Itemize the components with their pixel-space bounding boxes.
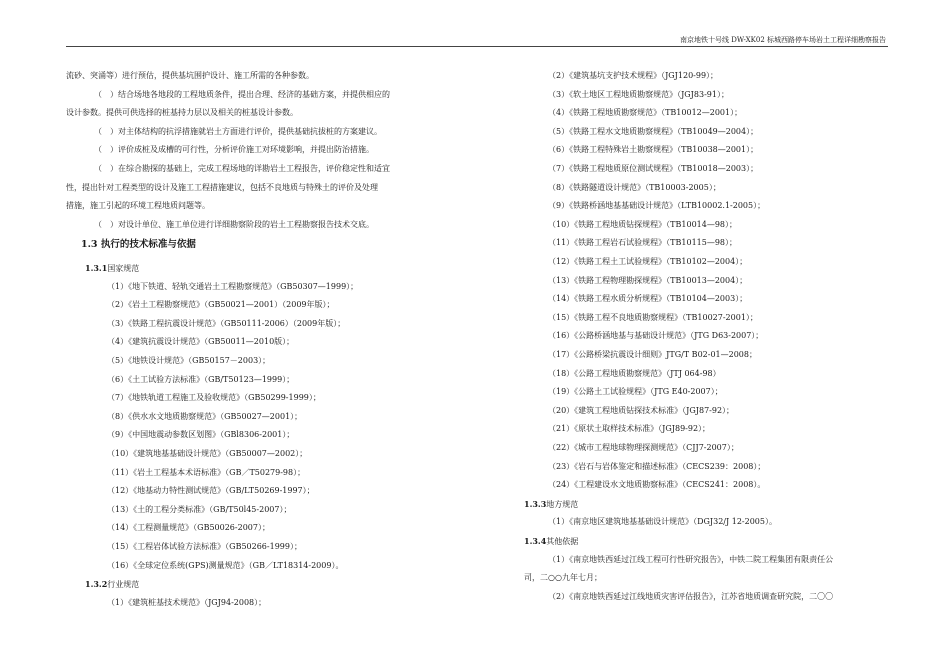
reference-item: （2）《南京地铁西延过江线地质灾害评估报告》，江苏省地质调查研究院，二〇〇 xyxy=(548,591,834,601)
reference-item: （8）《铁路隧道设计规范》（TB10003-2005）； xyxy=(548,182,721,192)
section-heading: 1.3 执行的技术标准与依据 xyxy=(81,239,196,250)
reference-item: （18）《公路工程地质勘察规范》（JTJ 064-98） xyxy=(548,368,721,378)
reference-item: （12）《铁路工程土工试验规程》（TB10102—2004）； xyxy=(548,257,748,266)
body-paragraph-line: （ ）评价成桩及成槽的可行性，分析评价施工对环境影响，并提出防治措施。 xyxy=(94,145,374,155)
reference-item: （12）《地基动力特性测试规范》（GB/LT50269-1997）； xyxy=(107,486,315,496)
reference-item: （6）《铁路工程特殊岩土勘察规程》（TB10038—2001）； xyxy=(548,145,759,155)
subsection-heading-number: 1.3.2 xyxy=(85,579,108,590)
subsection-heading xyxy=(524,499,578,510)
body-paragraph-line: （ ）对设计单位、施工单位进行详细勘察阶段的岩土工程勘察报告技术交底。 xyxy=(94,219,374,229)
body-paragraph-line: （ ）结合场地各地段的工程地质条件，提出合理、经济的基础方案，并提供相应的 xyxy=(94,89,390,99)
reference-item: （1）《地下铁道、轻轨交通岩土工程勘察规范》（GB50307—1999）； xyxy=(107,281,359,291)
subsection-heading-title: 其他依据 xyxy=(546,537,579,546)
reference-item: （21）《原状土取样技术标准》（JGJ89-92）； xyxy=(548,424,711,434)
header-rule xyxy=(66,46,888,47)
reference-item: （22）《城市工程地球物理探测规范》（CJJ7-2007）； xyxy=(548,443,739,452)
body-paragraph-line: （ ）在综合勘探的基础上，完成工程场地的详勘岩土工程报告，评价稳定性和适宜 xyxy=(94,164,390,173)
body-paragraph-line: （ ）对主体结构的抗浮措施就岩土方面进行评价，提供基础抗拔桩的方案建议。 xyxy=(94,126,382,136)
reference-item: （14）《工程测量规范》（GB50026-2007）； xyxy=(107,523,270,533)
reference-item: （15）《工程岩体试验方法标准》（GB50266-1999）； xyxy=(107,542,302,551)
reference-item: （10）《建筑地基基础设计规范》（GB50007—2002）； xyxy=(107,449,308,458)
reference-item: （9）《中国地震动参数区划图》（GBl8306-2001）； xyxy=(107,430,295,440)
reference-item: （17）《公路桥梁抗震设计细则》JTG/T B02-01—2008； xyxy=(548,350,757,359)
reference-item: （14）《铁路工程水质分析规程》（TB10104—2003）； xyxy=(548,294,748,304)
reference-item: （23）《岩石与岩体鉴定和描述标准》（CECS239：2008）； xyxy=(548,461,766,471)
subsection-heading-title: 国家规范 xyxy=(107,264,140,273)
subsection-heading-number: 1.3.1 xyxy=(85,263,108,273)
reference-item: （11）《岩土工程基本术语标准》（GB／T50279-98）； xyxy=(107,467,306,477)
subsection-heading xyxy=(524,536,578,547)
reference-item: （16）《公路桥涵地基与基础设计规范》（JTG D63-2007）； xyxy=(548,331,764,341)
reference-item: （13）《土的工程分类标准》（GB/T50l45-2007）； xyxy=(107,504,292,514)
reference-item: （13）《铁路工程物理勘探规程》（TB10013—2004）； xyxy=(548,275,748,285)
reference-item: （1）《南京地区建筑地基基础设计规范》（DGJ32/J 12-2005）。 xyxy=(548,517,777,527)
body-paragraph-line: 设计参数。提供可供选择的桩基持力层以及相关的桩基设计参数。 xyxy=(66,108,298,118)
body-paragraph-line: 措施，施工引起的环境工程地质问题等。 xyxy=(66,201,210,211)
reference-item: 司，二○○九年七月； xyxy=(524,573,602,583)
reference-item: （11）《铁路工程岩石试验规程》（TB10115—98）； xyxy=(548,238,738,248)
reference-item: （15）《铁路工程不良地质勘察规程》（TB10027-2001）； xyxy=(548,312,758,322)
reference-item: （7）《地铁轨道工程施工及验收规范》（GB50299-1999）； xyxy=(107,393,321,403)
reference-item: （1）《建筑桩基技术规范》（JGJ94-2008）； xyxy=(107,597,267,607)
reference-item: （6）《土工试验方法标准》（GB/T50123—1999）； xyxy=(107,374,295,384)
reference-item: （5）《地铁设计规范》（GB50157－2003）； xyxy=(107,356,271,365)
reference-item: （16）《全球定位系统(GPS)测量规范》（GB／LT18314-2009）。 xyxy=(107,560,344,570)
reference-item: （19）《公路土工试验规程》（JTG E40-2007）； xyxy=(548,387,723,397)
reference-item: （7）《铁路工程地质原位测试规程》（TB10018—2003）； xyxy=(548,164,759,173)
reference-item: （10）《铁路工程地质钻探规程》（TB10014—98）； xyxy=(548,219,738,229)
reference-item: （2）《岩土工程勘察规范》（GB50021—2001）（2009年版）； xyxy=(107,300,335,310)
reference-item: （8）《供水水文地质勘察规范》（GB50027—2001）； xyxy=(107,411,303,421)
reference-item: （24）《工程建设水文地质勘察标准》（CECS241：2008）。 xyxy=(548,480,766,490)
body-paragraph-line: 性，提出针对工程类型的设计及施工工程措施建议，包括不良地质与特殊土的评价及处理 xyxy=(66,182,378,192)
page-header: 南京地铁十号线 DW-XK02 标城西路停车场岩土工程详细勘察报告 xyxy=(680,36,886,44)
reference-item: （3）《软土地区工程地质勘察规范》（JGJ83-91）； xyxy=(548,89,729,99)
subsection-heading-title: 地方规范 xyxy=(546,499,579,509)
subsection-heading xyxy=(85,579,139,590)
reference-item: （9）《铁路桥涵地基基础设计规范》（LTB10002.1-2005）； xyxy=(548,201,766,211)
body-paragraph-line: 流砂、突涌等）进行预估，提供基坑围护设计、施工所需的各种参数。 xyxy=(66,71,314,80)
subsection-heading-title: 行业规范 xyxy=(107,580,140,590)
reference-item: （4）《铁路工程地质勘察规范》（TB10012—2001）； xyxy=(548,108,743,118)
subsection-heading-number: 1.3.4 xyxy=(524,536,547,546)
subsection-heading-number: 1.3.3 xyxy=(524,498,547,509)
reference-item: （1）《南京地铁西延过江线工程可行性研究报告》，中铁二院工程集团有限责任公 xyxy=(548,554,834,564)
reference-item: （2）《建筑基坑支护技术规程》（JGJ120-99）； xyxy=(548,71,719,80)
reference-item: （20）《建筑工程地质钻探技术标准》（JGJ87-92）； xyxy=(548,405,735,415)
reference-item: （3）《铁路工程抗震设计规范》（GB50111-2006）（2009年版）； xyxy=(107,318,346,328)
reference-item: （4）《建筑抗震设计规范》（GB50011—2010版）； xyxy=(107,337,295,347)
subsection-heading xyxy=(85,263,139,274)
reference-item: （5）《铁路工程水文地质勘察规程》（TB10049—2004）； xyxy=(548,126,759,136)
